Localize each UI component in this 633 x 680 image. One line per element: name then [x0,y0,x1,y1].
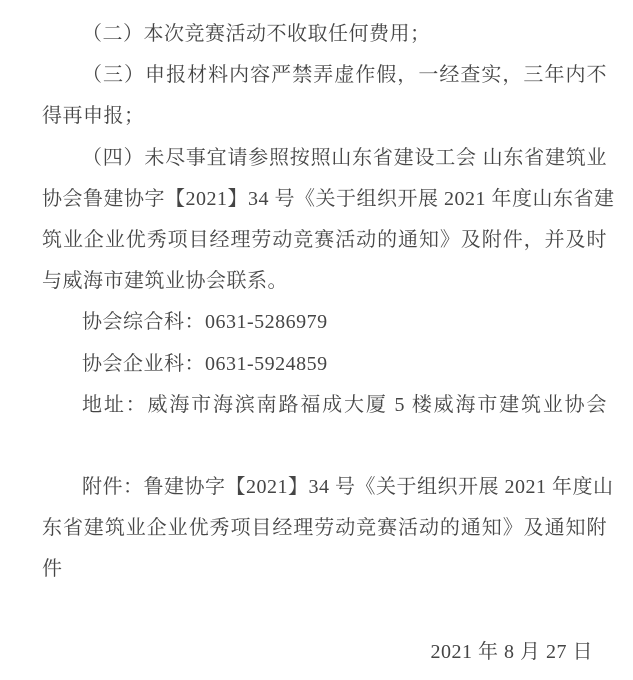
clause-4-line-3: 筑业企业优秀项目经理劳动竞赛活动的通知》及附件，并及时 [42,228,607,251]
clause-4-line-2: 协会鲁建协字【2021】34 号《关于组织开展 2021 年度山东省建 [42,187,615,210]
address-line: 地址：威海市海滨南路福成大厦 5 楼威海市建筑业协会 [82,393,607,416]
clause-4-line-4: 与威海市建筑业协会联系。 [42,270,288,293]
blank-line [42,591,607,632]
phone-general-line: 协会综合科：0631-5286979 [82,311,328,334]
phone-enterprise-line: 协会企业科：0631-5924859 [82,352,328,375]
attachment-line-2: 东省建筑业企业优秀项目经理劳动竞赛活动的通知》及通知附 [42,517,607,540]
attachment-line-1: 附件：鲁建协字【2021】34 号《关于组织开展 2021 年度山 [82,476,614,499]
clause-2-line: （二）本次竞赛活动不收取任何费用； [82,23,431,45]
blank-line [42,426,607,467]
clause-3-line-1: （三）申报材料内容严禁弄虚作假，一经查实，三年内不 [82,64,607,87]
clause-3-line-2: 得再申报； [42,105,145,128]
date-line: 2021 年 8 月 27 日 [430,640,593,663]
clause-4-line-1: （四）未尽事宜请参照按照山东省建设工会 山东省建筑业 [82,146,607,169]
attachment-line-3: 件 [42,558,63,581]
